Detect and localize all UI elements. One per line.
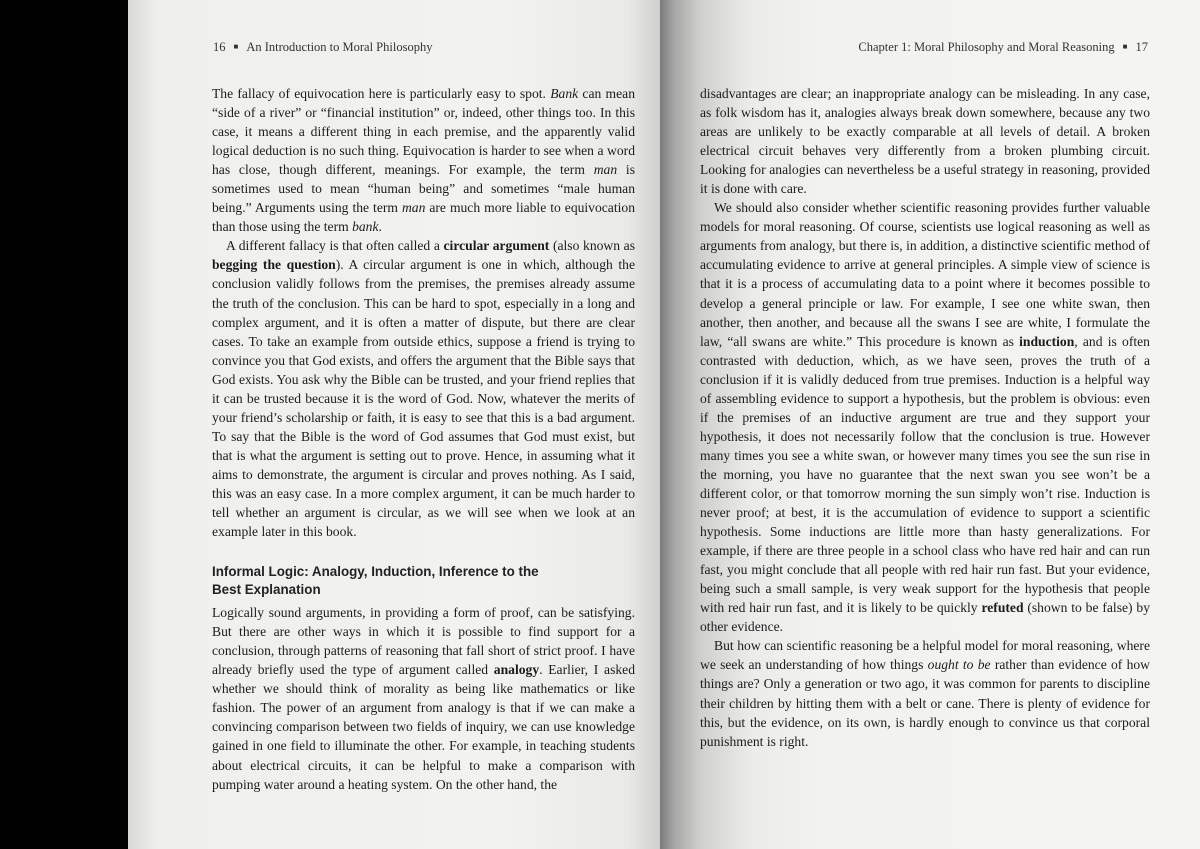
paragraph xyxy=(700,198,1150,636)
bold-term: circular argument xyxy=(443,238,550,254)
left-page xyxy=(128,0,660,849)
text-run: disadvantages are clear; an inappropriate analogy can be misleading. In any case, as folk wisdom has it, analogies always break down somewhere, because any two areas are unlikely to be exactly comparable at all levels of detail. A broken electrical circuit behaves very differently from a broken plumbing circuit. Looking for analogies can nevertheless be a useful strategy in reasoning, provided it is done with care. xyxy=(700,86,1150,197)
text-run: rather than evidence of how things are? Only a generation or two ago, it was common for parents to discipline their children by hitting them with a belt or cane. There is plenty of evidence for this, but the evidence, on its own, is hardly enough to convince us that corporal punishment is right. xyxy=(700,657,1151,749)
text-run: are much more liable to equivocation than those using the term xyxy=(212,200,635,235)
section-heading: Informal Logic: Analogy, Induction, Inference to the Best Explanation xyxy=(212,564,539,598)
text-run: . Earlier, I asked whether we should think of morality as being like mathematics or like fashion. The power of an argument from analogy is that if we can make a convincing comparison between two fields of inquiry, we can use knowledge gained in one field to illuminate the other. For example, in teaching students about electrical circuits, it can be helpful to make a comparison with pumping water around a heating system. On the other hand, the xyxy=(212,662,635,792)
paragraph xyxy=(700,636,1150,750)
text-run: . xyxy=(378,219,382,235)
italic-term: Bank xyxy=(550,86,579,101)
left-body-text xyxy=(212,84,635,794)
right-running-head xyxy=(858,40,1148,55)
right-page-number: 17 xyxy=(1135,40,1148,54)
text-run: ). A circular argument is one in which, although the conclusion validly follows from the premises, the premises already assume the truth of the conclusion. This can be hard to spot, especially in a long and complex argument, and it is often a matter of dispute, but there are clear cases. To take an example from outside ethics, suppose a friend is trying to convince you that God exists, and offers the argument that the Bible says that God exists. You ask why the Bible can be trusted, and your friend replies that it can be trusted because it is the word of God. Now, whatever the merits of your friend’s scholarship or faith, it is easy to see that this is a bad argument. To say that the Bible is the word of God assumes that God must exist, but that is what the argument is setting out to prove. Hence, in assuming what it aims to demonstrate, the argument is circular and proves nothing. As I said, this was an easy case. In a more complex argument, it can be much harder to tell whether an argument is circular, as we will see when we look at an example later in this book. xyxy=(212,257,636,540)
text-run: But how can scientific reasoning be a helpful model for moral reasoning, where we seek an understanding of how things xyxy=(700,638,1150,673)
text-run: A different fallacy is that often called a xyxy=(226,238,444,254)
bold-term: begging the question xyxy=(212,257,336,273)
text-run: (also known as xyxy=(549,238,635,254)
bold-term: analogy xyxy=(493,662,540,678)
left-page-number: 16 xyxy=(213,40,226,54)
right-page xyxy=(660,0,1200,849)
italic-term: man xyxy=(401,200,426,216)
right-body-text xyxy=(700,84,1150,751)
italic-term: bank xyxy=(352,219,379,235)
book-title: An Introduction to Moral Philosophy xyxy=(246,40,433,54)
paragraph xyxy=(212,603,635,793)
header-separator-icon: ■ xyxy=(1122,42,1128,51)
text-run: We should also consider whether scientific reasoning provides further valuable models for moral reasoning. Of course, scientists use logical reasoning as well as arguments from analogy, but there is, in addition, a distinctive scientific method of accumulating evidence to arrive at general principles. A simple view of science is that it is a process of accumulating data to a point where it becomes possible to develop a general principle or law. For example, I see one white swan, then another, then another, and because all the swans I see are white, I formulate the law, “all swans are white.” This procedure is known as xyxy=(700,200,1150,349)
left-running-head xyxy=(213,40,432,55)
chapter-title: Chapter 1: Moral Philosophy and Moral Reasoning xyxy=(858,40,1115,54)
header-separator-icon: ■ xyxy=(233,42,239,51)
text-run: can mean “side of a river” or “financial institution” or, indeed, other things too. In this case, it means a different thing in each premise, and the apparently valid logical deduction is no such thing. Equivocation is harder to see when a word has close, though different, meanings. For example, the term xyxy=(212,86,635,178)
paragraph xyxy=(700,84,1150,198)
paragraph xyxy=(212,84,635,236)
text-run: is sometimes used to mean “human being” and sometimes “male human being.” Arguments using the term xyxy=(212,162,635,216)
paragraph xyxy=(212,236,635,541)
italic-term: man xyxy=(593,162,618,178)
text-run: (shown to be false) by other evidence. xyxy=(700,600,1150,635)
bold-term: induction xyxy=(1019,333,1075,349)
text-run: , and is often contrasted with deduction, which, as we have seen, proves the truth of a conclusion if it is validly deduced from true premises. Induction is a helpful way of assembling evidence to support a hypothesis, but the problem is obvious: even if the premises of an inductive argument are true and they support your hypothesis, it does not necessarily follow that the conclusion is true. However many times you see a white swan, or however many times you see the sun rise in the morning, you have no guarantee that the next swan you see won’t be a different color, or that tomorrow morning the sun simply won’t rise. Induction is never proof; at best, it is the accumulation of evidence to support a scientific hypothesis. Some inductions are little more than hasty generalizations. For example, if there are three people in a school class who have red hair and can run fast, you might conclude that all people with red hair run fast. But your evidence, being such a small sample, is very weak support for the hypothesis that people with red hair run fast, and it is likely to be quickly xyxy=(700,333,1150,616)
italic-term: ought to be xyxy=(927,657,991,673)
text-run: The fallacy of equivocation here is particularly easy to spot. xyxy=(212,86,551,101)
text-run: Logically sound arguments, in providing a form of proof, can be satisfying. But there are other ways in which it is possible to find support for a conclusion, through patterns of reasoning that fall short of strict proof. I have already briefly used the type of argument called xyxy=(212,605,635,678)
bold-term: refuted xyxy=(981,600,1024,616)
